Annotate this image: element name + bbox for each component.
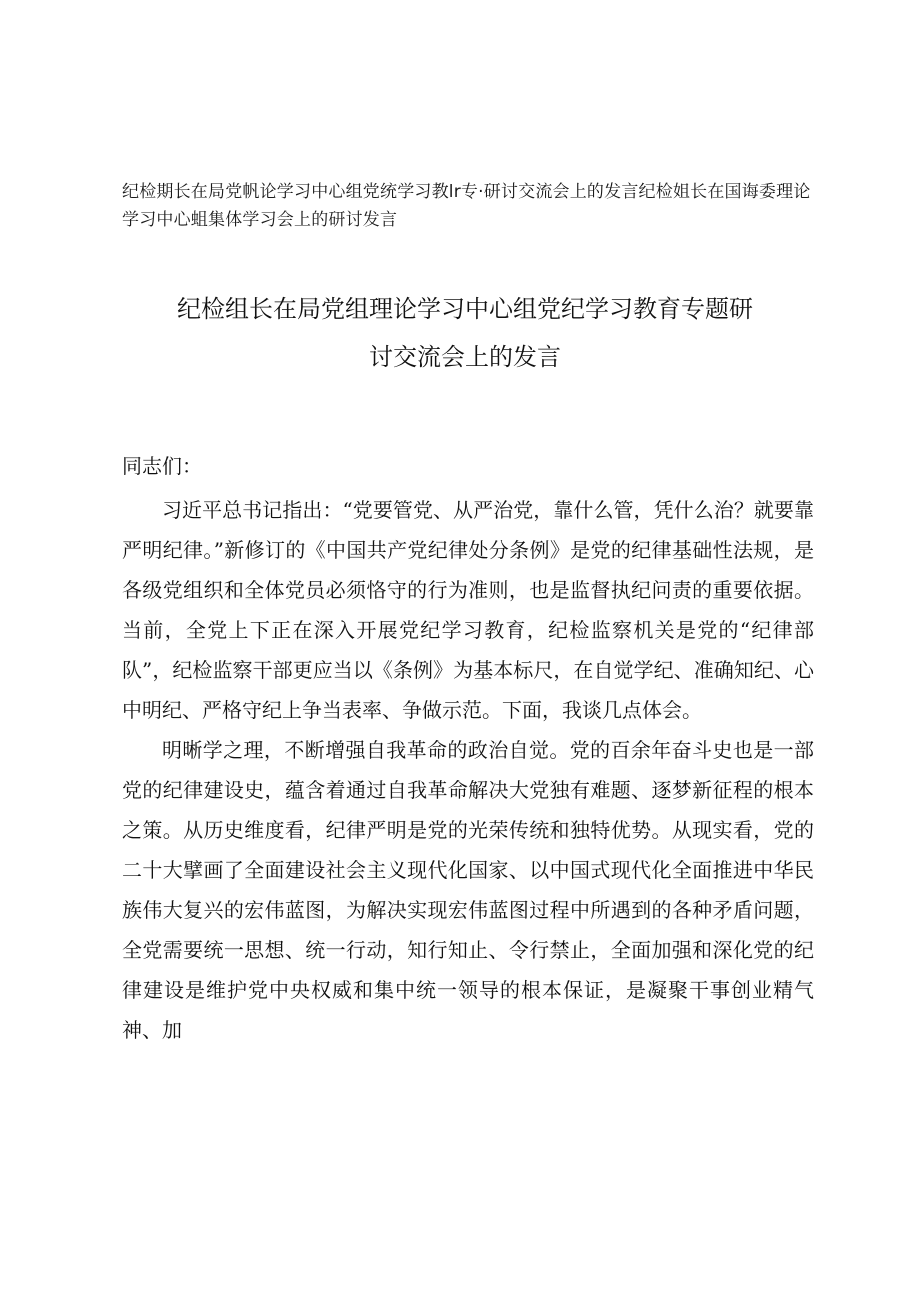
header-note: 纪检期长在局党帆论学习中心组党统学习教lr专·研讨交流会上的发言纪检姐长在国诲委理论学习中心蛆集体学习会上的研讨发言 [122,182,811,230]
document-title [120,285,810,381]
salutation: 同志们： [122,454,202,478]
paragraph-1: 习近平总书记指出：“党要管党、从严治党，靠什么管，凭什么治？就要靠严明纪律。”新修订的《中国共产党纪律处分条例》是党的纪律基础性法规，是各级党组织和全体党员必须恪守的行为准则，也是监督执纪问责的重要依据。当前，全党上下正在深入开展党纪学习教育，纪检监察机关是党的“纪律部队”，纪检监察干部更应当以《条例》为基本标尺，在自觉学纪、准确知纪、心中明纪、严格守纪上争当表率、争做示范。下面，我谈几点体会。 [122,498,814,722]
title-line-2: 讨交流会上的发言 [369,343,561,371]
paragraph-2: 明晰学之理，不断增强自我革命的政治自觉。党的百余年奋斗史也是一部党的纪律建设史，蕴含着通过自我革命解决大党独有难题、逐梦新征程的根本之策。从历史维度看，纪律严明是党的光荣传统和独特优势。从现实看，党的二十大擘画了全面建设社会主义现代化国家、以中国式现代化全面推进中华民族伟大复兴的宏伟蓝图，为解决实现宏伟蓝图过程中所遇到的各种矛盾问题，全党需要统一思想、统一行动，知行知止、令行禁止，全面加强和深化党的纪律建设是维护党中央权威和集中统一领导的根本保证，是凝聚干事创业精气神、加 [122,738,814,1042]
title-line-1: 纪检组长在局党组理论学习中心组党纪学习教育专题研 [177,295,753,323]
body-text [122,490,814,1050]
